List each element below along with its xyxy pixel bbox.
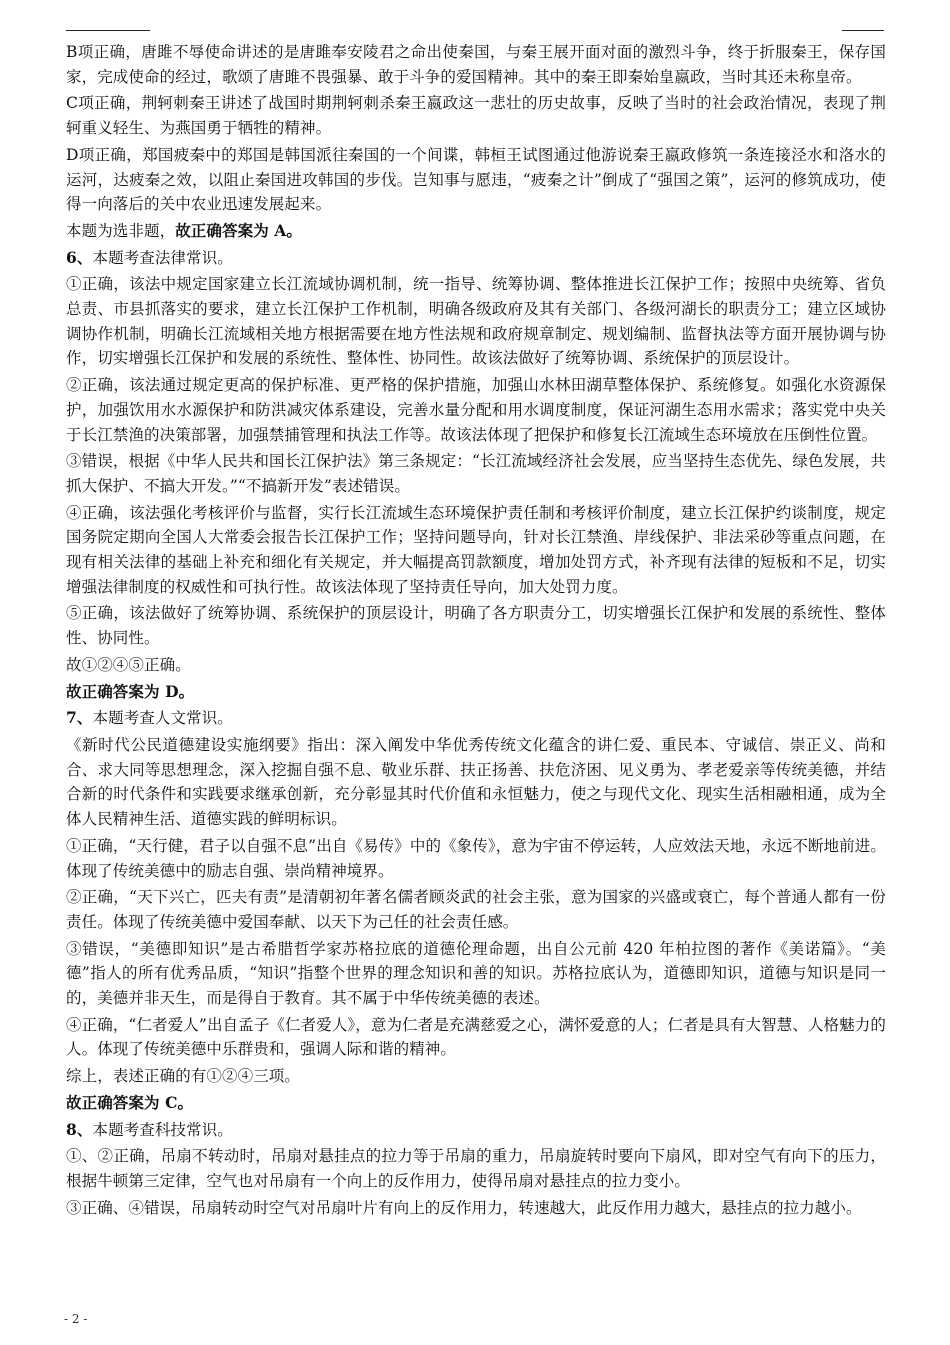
paragraph — [66, 246, 886, 271]
paragraph-text: ④正确，该法强化考核评价与监督，实行长江流域生态环境保护责任制和考核评价制度，建立长江保护约谈制度，规定国务院定期向全国人大常委会报告长江保护工作；坚持问题导向，针对长江禁渔、岸线保护、非法采砂等重点问题，在现有相关法律的基础上补充和细化有关规定，并大幅提高罚款额度，增加处罚方式，补齐现有法律的短板和不足，切实增强法律制度的权威性和可执行性。故该法体现了坚持责任导向，加大处罚力度。 — [66, 503, 886, 596]
paragraph-text: 本题为选非题， — [66, 221, 176, 240]
paragraph — [66, 1196, 886, 1221]
paragraph-text: ②正确，“天下兴亡，匹夫有责”是清朝初年著名儒者顾炎武的社会主张，意为国家的兴盛或衰亡，每个普通人都有一份责任。体现了传统美德中爱国奉献、以天下为己任的社会责任感。 — [66, 888, 886, 931]
paragraph — [66, 680, 886, 705]
paragraph — [66, 834, 886, 883]
paragraph — [66, 91, 886, 140]
paragraph — [66, 143, 886, 217]
paragraph — [66, 272, 886, 371]
paragraph — [66, 40, 886, 89]
paragraph — [66, 1091, 886, 1116]
paragraph — [66, 501, 886, 600]
paragraph-text: ②正确，该法通过规定更高的保护标准、更严格的保护措施，加强山水林田湖草整体保护、系统修复。如强化水资源保护，加强饮用水水源保护和防洪减灾体系建设，完善水量分配和用水调度制度，保证河湖生态用水需求；落实党中央关于长江禁渔的决策部署，加强禁捕管理和执法工作等。故该法体现了把保护和修复长江流域生态环境放在压倒性位置。 — [66, 376, 886, 444]
paragraph-text: ⑤正确，该法做好了统筹协调、系统保护的顶层设计，明确了各方职责分工，切实增强长江保护和发展的系统性、整体性、协同性。 — [66, 604, 886, 648]
paragraph — [66, 1118, 886, 1143]
paragraph-text: 故正确答案为 C。 — [66, 1092, 194, 1112]
paragraph — [66, 219, 886, 244]
paragraph-text: ③错误，根据《中华人民共和国长江保护法》第三条规定：“长江流域经济社会发展，应当坚持生态优先、绿色发展，共抓大保护、不搞大开发。”“不搞新开发”表述错误。 — [66, 452, 886, 495]
question-topic: 本题考查法律常识。 — [92, 248, 233, 267]
paragraph-text: 《新时代公民道德建设实施纲要》指出：深入阐发中华优秀传统文化蕴含的讲仁爱、重民本、守诚信、崇正义、尚和合、求大同等思想理念，深入挖掘自强不息、敬业乐群、扶正扬善、扶危济困、见义勇为、孝老爱亲等传统美德，并结合新的时代条件和实践要求继承创新，充分彰显其时代价值和永恒魅力，使之与现代文化、现实生活相融相通，成为全体人民精神生活、道德实践的鲜明标识。 — [66, 735, 886, 829]
paragraph — [66, 1144, 886, 1193]
header-rule-right — [842, 30, 884, 31]
page-number: - 2 - — [64, 1312, 88, 1326]
answer-text: 故正确答案为 A。 — [175, 220, 303, 240]
paragraph-text: 综上，表述正确的有①②④三项。 — [66, 1067, 301, 1086]
paragraph-text: ③正确、④错误，吊扇转动时空气对吊扇叶片有向上的反作用力，转速越大，此反作用力越大，悬挂点的拉力越小。 — [66, 1198, 862, 1217]
paragraph — [66, 373, 886, 447]
paragraph-text: ④正确，“仁者爱人”出自孟子《仁者爱人》，意为仁者是充满慈爱之心，满怀爱意的人；仁者是具有大智慧、人格魅力的人。体现了传统美德中乐群贵和，强调人际和谐的精神。 — [66, 1015, 886, 1059]
paragraph-text: 故正确答案为 D。 — [66, 681, 195, 701]
paragraph — [66, 1064, 886, 1089]
paragraph — [66, 653, 886, 678]
paragraph-text: C项正确，荆轲刺秦王讲述了战国时期荆轲刺杀秦王嬴政这一悲壮的历史故事，反映了当时的社会政治情况，表现了荆轲重义轻生、为燕国勇于牺牲的精神。 — [66, 94, 886, 138]
question-topic: 本题考查科技常识。 — [92, 1120, 233, 1139]
paragraph — [66, 733, 886, 832]
paragraph — [66, 449, 886, 498]
paragraph-text: ①正确，该法中规定国家建立长江流域协调机制，统一指导、统筹协调、整体推进长江保护工作；按照中央统筹、省负总责、市县抓落实的要求，建立长江保护工作机制，明确各级政府及其有关部门、各级河湖长的职责分工；建立区域协调协作机制，明确长江流域相关地方根据需要在地方性法规和政府规章制定、规划编制、监督执法等方面开展协调与协作，切实增强长江保护和发展的系统性、整体性、协同性。故该法做好了统筹协调、系统保护的顶层设计。 — [66, 275, 886, 368]
paragraph-text: ①、②正确，吊扇不转动时，吊扇对悬挂点的拉力等于吊扇的重力，吊扇旋转时要向下扇风，即对空气有向下的压力，根据牛顿第三定律，空气也对吊扇有一个向上的反作用力，使得吊扇对悬挂点的拉力变小。 — [66, 1147, 886, 1190]
paragraph — [66, 937, 886, 1011]
question-topic: 本题考查人文常识。 — [92, 709, 233, 728]
paragraph-text: B项正确，唐雎不辱使命讲述的是唐雎奉安陵君之命出使秦国，与秦王展开面对面的激烈斗争，终于折服秦王，保存国家，完成使命的经过，歌颂了唐雎不畏强暴、敢于斗争的爱国精神。其中的秦王即秦始皇嬴政，当时其还未称皇帝。 — [66, 43, 886, 86]
paragraph-text: ③错误，“美德即知识”是古希腊哲学家苏格拉底的道德伦理命题，出自公元前 420 年柏拉图的著作《美诺篇》。“美德”指人的所有优秀品质，“知识”指整个世界的理念知识和善的知识。苏格拉底认为，道德即知识，道德与知识是同一的，美德并非天生，而是得自于教育。其不属于中华传统美德的表述。 — [66, 939, 886, 1008]
paragraph — [66, 885, 886, 934]
paragraph — [66, 1013, 886, 1062]
paragraph-text: 8、 — [66, 1119, 93, 1139]
paragraph-text: 6、 — [66, 247, 93, 267]
paragraph — [66, 601, 886, 650]
paragraph-text: 故①②④⑤正确。 — [66, 655, 191, 674]
header-rule-left — [66, 30, 150, 31]
document-body — [66, 40, 886, 1222]
paragraph-text: ①正确，“天行健，君子以自强不息”出自《易传》中的《象传》，意为宇宙不停运转，人应效法天地，永远不断地前进。体现了传统美德中的励志自强、崇尚精神境界。 — [66, 836, 886, 880]
paragraph-text: D项正确，郑国疲秦中的郑国是韩国派往秦国的一个间谍，韩桓王试图通过他游说秦王嬴政修筑一条连接泾水和洛水的运河，达疲秦之效，以阻止秦国进攻韩国的步伐。岂知事与愿违，“疲秦之计”倒成了“强国之策”，运河的修筑成功，使得一向落后的关中农业迅速发展起来。 — [66, 145, 886, 214]
paragraph-text: 7、 — [66, 708, 93, 728]
paragraph — [66, 706, 886, 731]
